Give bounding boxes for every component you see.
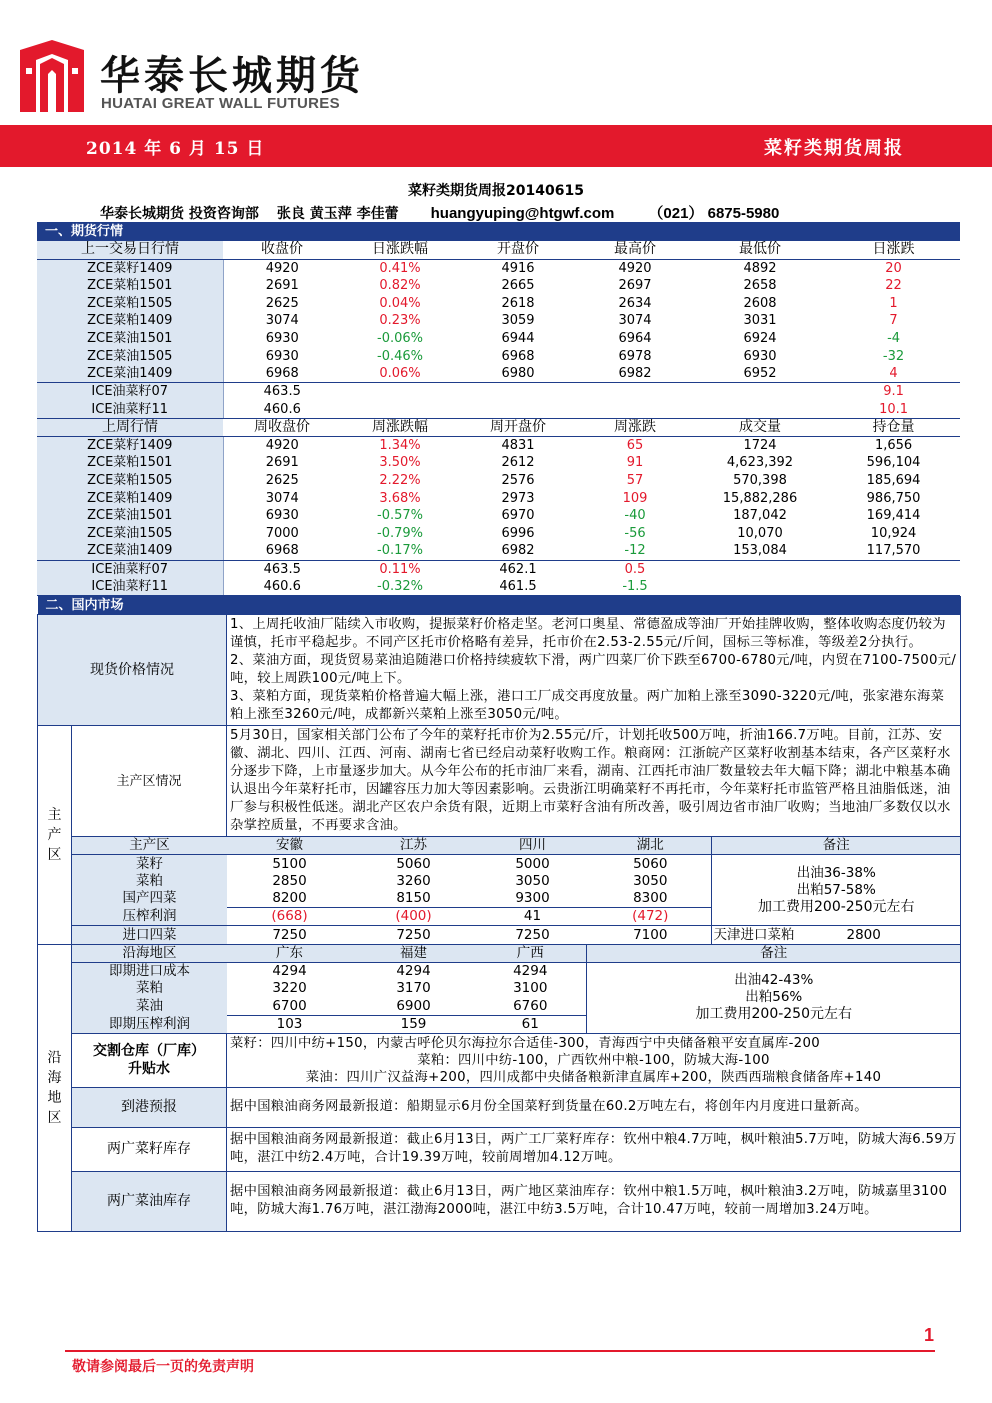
coastal-header-4: 备注 [586, 945, 961, 963]
open-price: 4916 [501, 260, 535, 276]
close-price: 4920 [223, 259, 341, 277]
import-row-cell [72, 926, 961, 945]
report-type: 菜籽类期货周报 [764, 138, 904, 159]
row-label: 菜籽 [72, 855, 227, 873]
low-price: 2608 [743, 295, 777, 311]
contract-name: ICE油菜籽07 [37, 383, 223, 401]
table-row [37, 401, 960, 419]
empty-cell [693, 578, 827, 596]
tianjin-meal [711, 926, 961, 944]
import-value-2: 7250 [396, 926, 431, 943]
weekly-close: 6930 [223, 507, 341, 525]
value-cell: 4294 [513, 963, 548, 980]
open-price: 3059 [501, 313, 535, 329]
value-cell: 8150 [396, 890, 431, 907]
producing-header-1: 安徽 [227, 837, 352, 855]
empty-cell [693, 383, 827, 401]
weekly-close: 7000 [223, 525, 341, 543]
disclaimer-link[interactable]: 敬请参阅最后一页的免责声明 [72, 1359, 254, 1375]
org-name: 华泰长城期货 投资咨询部 [100, 206, 259, 222]
value-cell: 3260 [396, 872, 431, 889]
volume: 4,623,392 [726, 455, 794, 471]
producing-notes [711, 855, 961, 925]
weekly-change: -40 [624, 508, 646, 524]
weekly-change: -56 [624, 525, 646, 541]
daily-change: 4 [827, 365, 960, 383]
weekly-change: 0.5 [624, 561, 646, 577]
value-cell: 6760 [513, 997, 548, 1014]
empty-cell [459, 401, 577, 419]
daily-change-pct: 0.06% [341, 365, 459, 383]
empty-cell [341, 383, 459, 401]
high-price: 6978 [618, 348, 652, 364]
value-cell: 3050 [633, 872, 668, 889]
daily-change-pct: 0.82% [379, 278, 421, 294]
open-price: 6980 [459, 365, 577, 383]
section-domestic-title: 二、国内市场 [38, 596, 961, 615]
value-cell: 5100 [272, 855, 307, 872]
note-line: 出油36-38% [796, 864, 876, 881]
table-row [37, 525, 960, 543]
volume: 570,398 [733, 472, 787, 488]
value-cell: 4294 [396, 963, 431, 980]
row-label: 即期压榨利润 [72, 1015, 227, 1033]
low-price: 6952 [693, 365, 827, 383]
value-cell: 3050 [515, 872, 550, 889]
brand-name-cn: 华泰长城期货 [100, 53, 364, 99]
value-cell: 103 [227, 1015, 352, 1033]
import-table [72, 926, 961, 944]
import-value-3: 7250 [515, 926, 550, 943]
spot-para-2: 2、菜油方面，现货贸易菜油追随港口价格持续疲软下滑，两广四菜厂价下跌至6700-6780元/吨，内贸在7100-7500元/吨，较上周跌100元/吨上下。 [230, 653, 957, 687]
row-label: 即期进口成本 [72, 963, 227, 981]
table-row [37, 560, 960, 578]
daily-header-2: 日涨跌幅 [341, 241, 459, 259]
open-interest: 986,750 [866, 490, 921, 506]
coastal-price-table [72, 945, 961, 1033]
value-cell: 8200 [272, 890, 307, 907]
contract-name: ZCE菜籽1409 [37, 436, 223, 454]
weekly-change: 65 [626, 437, 644, 453]
report-title: 菜籽类期货周报20140615 [408, 183, 584, 199]
report-date: 2014 年 6 月 15 日 [86, 139, 265, 159]
open-price: 2665 [501, 278, 535, 294]
contract-name: ZCE菜粕1409 [37, 312, 223, 330]
contract-name: ZCE菜油1409 [37, 365, 223, 383]
close-price: 6968 [223, 365, 341, 383]
delivery-oil: 菜油：四川广汉益海+200，四川成都中央储备粮新津直属库+200，陕西西瑞粮食储备库+140 [305, 1069, 882, 1085]
seed-stock-text: 据中国粮油商务网最新报道：截止6月13日，两广工厂菜籽库存：钦州中粮4.7万吨，枫叶粮油5.7万吨，防城大海6.59万吨，湛江中纺2.4万吨，合计19.39万吨，较前周增加4.12万吨。 [227, 1127, 961, 1171]
weekly-open: 2973 [501, 490, 535, 506]
note-line: 加工费用200-250元左右 [695, 1006, 852, 1023]
close-price: 460.6 [223, 401, 341, 419]
spot-para-3: 3、菜粕方面，现货菜粕价格普遍大幅上涨，港口工厂成交再度放量。两广加粕上涨至3090-3220元/吨，张家港东海菜粕上涨至3260元/吨，成都新兴菜粕上涨至3050元/吨。 [230, 689, 945, 723]
table-row [37, 454, 960, 472]
weekly-open: 6970 [501, 508, 535, 524]
table-row [37, 436, 960, 454]
weekly-change-pct: 2.22% [379, 472, 421, 488]
low-price: 6930 [743, 348, 777, 364]
weekly-open: 2612 [501, 455, 535, 471]
table-row [37, 312, 960, 330]
coastal-notes [586, 963, 961, 1033]
close-price: 2691 [223, 277, 341, 295]
value-cell: 61 [475, 1015, 586, 1033]
empty-cell [693, 401, 827, 419]
producing-label: 主产区情况 [72, 726, 227, 837]
weekly-open: 6982 [459, 542, 577, 560]
high-price: 2697 [618, 278, 652, 294]
coastal-header-1: 广东 [227, 945, 352, 963]
import-value-1: 7250 [272, 926, 307, 943]
low-price: 6924 [743, 331, 777, 347]
contract-name: ICE油菜籽07 [37, 560, 223, 578]
contract-name: ZCE菜粕1501 [37, 454, 223, 472]
producing-header-4: 湖北 [590, 837, 711, 855]
table-row [37, 294, 960, 312]
contract-name: ZCE菜油1505 [37, 347, 223, 365]
delivery-label [72, 1033, 227, 1087]
weekly-open: 4831 [501, 437, 535, 453]
contract-name: ZCE菜籽1409 [37, 259, 223, 277]
row-label: 菜油 [72, 998, 227, 1016]
coastal-header-0: 沿海地区 [72, 945, 227, 963]
daily-header-1: 收盘价 [223, 241, 341, 259]
table-row [37, 277, 960, 295]
daily-change: 1 [889, 295, 898, 311]
table-row [37, 330, 960, 348]
table-row [37, 472, 960, 490]
note-line: 出粕56% [745, 989, 803, 1006]
value-cell: (668) [227, 908, 352, 926]
high-price: 3074 [618, 313, 652, 329]
coastal-side-label: 沿海地区 [38, 944, 72, 1231]
empty-cell [459, 383, 577, 401]
weekly-header-2: 周涨跌幅 [341, 418, 459, 436]
open-price: 6944 [501, 331, 535, 347]
daily-header-4: 最高价 [577, 241, 693, 259]
producing-side-label: 主产区 [38, 726, 72, 945]
weekly-open: 2576 [501, 472, 535, 488]
high-price: 2634 [618, 295, 652, 311]
daily-header-6: 日涨跌 [827, 241, 960, 259]
daily-change: 9.1 [883, 384, 904, 400]
close-price: 463.5 [223, 383, 341, 401]
author-names: 张良 黄玉萍 李佳蕾 [276, 206, 399, 222]
spot-para-1: 1、上周托收油厂陆续入市收购，提振菜籽价格走坚。老河口奥星、常德盈成等油厂开始挂牌收购，整体收购态度仍较为谨慎，托市平稳起步。不同产区托市价格略有差异，托市价在2.53-2.55元/斤间，国标三等标准，等级差2分执行。 [230, 617, 946, 651]
futures-table [37, 222, 960, 596]
open-interest: 169,414 [866, 508, 921, 524]
contract-name: ICE油菜籽11 [37, 401, 223, 419]
volume: 187,042 [733, 508, 787, 524]
value-cell: 2850 [272, 872, 307, 889]
value-cell: 159 [352, 1015, 475, 1033]
value-cell: 5060 [396, 855, 431, 872]
contract-name: ZCE菜油1505 [37, 525, 223, 543]
weekly-change: -12 [577, 542, 693, 560]
daily-change-pct: 0.41% [379, 260, 421, 276]
table-row [37, 507, 960, 525]
value-cell: 3100 [513, 980, 548, 997]
value-cell: 9300 [515, 890, 550, 907]
value-cell: 5000 [515, 855, 550, 872]
producing-text: 5月30日，国家相关部门公布了今年的菜籽托市价为2.55元/斤，计划托收500万吨，折油166.7万吨。目前，江苏、安徽、湖北、四川、江西、河南、湖南七省已经启动菜籽收购工作。粮商网：江浙皖产区菜籽收割基本结束，各产区菜籽水分逐步下降，上市量逐步加大。从今年公布的托市油厂来看，湖南、江西托市油厂数量较去年大幅下降；湖北中粮基本确认退出今年菜籽托市，因罐容压力加大等因素影响。云贵浙江明确菜籽不再托市，今年菜籽托市监管严格且油脂低迷，油厂参与积极性低迷。湖北产区农户余货有限，近期上市菜籽含油有所改善，吸引周边省市油厂收购；当地油厂多数仅以水杂掌控质量，不再要求含油。 [227, 726, 961, 837]
weekly-close: 460.6 [223, 578, 341, 596]
section-futures-title: 一、期货行情 [37, 222, 960, 241]
row-label: 国产四菜 [72, 890, 227, 908]
note-line: 出油42-43% [734, 972, 814, 989]
daily-change-pct: -0.46% [377, 348, 423, 364]
weekly-change-pct: 3.50% [379, 455, 421, 471]
weekly-header-0: 上周行情 [37, 418, 223, 436]
value-cell: 41 [475, 908, 590, 926]
producing-header-row [72, 837, 961, 855]
empty-cell [827, 578, 960, 596]
report-body [37, 222, 960, 1232]
weekly-close: 2691 [223, 454, 341, 472]
high-price: 6964 [618, 331, 652, 347]
empty-cell [577, 401, 693, 419]
contact-phone: （021） 6875-5980 [648, 205, 780, 222]
contract-name: ZCE菜粕1409 [37, 489, 223, 507]
low-price: 2658 [743, 278, 777, 294]
coastal-header-2: 福建 [352, 945, 475, 963]
weekly-change-pct: -0.57% [377, 508, 423, 524]
arrival-label: 到港预报 [72, 1087, 227, 1127]
value-cell: 6700 [272, 997, 307, 1014]
weekly-change-pct: -0.79% [377, 525, 423, 541]
value-cell: 8300 [633, 890, 668, 907]
coastal-header-row [72, 945, 961, 963]
note-line: 出粕57-58% [796, 881, 876, 898]
weekly-close: 463.5 [223, 560, 341, 578]
volume: 153,084 [693, 542, 827, 560]
seed-stock-label: 两广菜籽库存 [72, 1127, 227, 1171]
weekly-close: 4920 [223, 436, 341, 454]
contract-name: ZCE菜油1501 [37, 507, 223, 525]
weekly-open: 6996 [501, 525, 535, 541]
brand-name-en: HUATAI GREAT WALL FUTURES [101, 95, 340, 112]
open-interest: 596,104 [866, 455, 921, 471]
open-price: 2618 [501, 295, 535, 311]
contract-name: ZCE菜粕1501 [37, 277, 223, 295]
company-logo [20, 40, 84, 112]
weekly-close: 2625 [223, 472, 341, 490]
close-price: 2625 [223, 294, 341, 312]
contract-name: ZCE菜粕1505 [37, 472, 223, 490]
producing-header-2: 江苏 [352, 837, 475, 855]
contact-email[interactable]: huangyuping@htgwf.com [430, 205, 615, 222]
producing-price-table [72, 837, 961, 925]
daily-header-row [37, 241, 960, 259]
value-cell: 6900 [396, 997, 431, 1014]
spot-text [227, 615, 961, 726]
volume: 10,070 [737, 525, 783, 541]
producing-header-3: 四川 [475, 837, 590, 855]
delivery-rapeseed: 菜籽：四川中纺+150，内蒙古呼伦贝尔海拉尔合适佳-300，青海西宁中央储备粮平安直属库-200 [230, 1035, 820, 1051]
import-value-4: 7100 [633, 926, 668, 943]
empty-cell [341, 401, 459, 419]
daily-change: 10.1 [827, 401, 960, 419]
weekly-change: -1.5 [577, 578, 693, 596]
delivery-meal: 菜粕：四川中纺-100，广西钦州中粮-100，防城大海-100 [417, 1052, 770, 1068]
weekly-change: 109 [622, 490, 648, 506]
open-interest: 117,570 [827, 542, 960, 560]
value-cell: (400) [352, 908, 475, 926]
daily-change: 20 [885, 260, 902, 276]
value-cell: 3220 [272, 980, 307, 997]
producing-header-5: 备注 [711, 837, 961, 855]
weekly-change-pct: 1.34% [379, 437, 421, 453]
domestic-table [37, 596, 961, 1232]
contract-name: ZCE菜油1501 [37, 330, 223, 348]
volume: 1724 [743, 437, 777, 453]
weekly-change-pct: -0.17% [341, 542, 459, 560]
delivery-text [227, 1033, 961, 1087]
contract-name: ZCE菜粕1505 [37, 294, 223, 312]
open-interest: 10,924 [870, 525, 917, 541]
weekly-header-3: 周开盘价 [459, 418, 577, 436]
empty-cell [693, 560, 827, 578]
value-cell: 4294 [272, 963, 307, 980]
page-number: 1 [923, 1325, 934, 1345]
empty-cell [827, 560, 960, 578]
table-row [37, 259, 960, 277]
open-price: 6968 [501, 348, 535, 364]
table-row [37, 365, 960, 383]
row-label: 菜粕 [72, 980, 227, 998]
daily-change-pct: 0.23% [379, 313, 421, 329]
weekly-header-4: 周涨跌 [577, 418, 693, 436]
delivery-label-1: 交割仓库（厂库） [93, 1043, 205, 1060]
daily-change: 7 [889, 313, 898, 329]
table-row [72, 855, 961, 873]
table-row [37, 347, 960, 365]
weekly-change-pct: -0.32% [341, 578, 459, 596]
open-interest: 185,694 [866, 472, 921, 488]
arrival-text: 据中国粮油商务网最新报道：船期显示6月份全国菜籽到货量在60.2万吨左右，将创年内月度进口量新高。 [227, 1087, 961, 1127]
oil-stock-text: 据中国粮油商务网最新报道：截止6月13日，两广地区菜油库存：钦州中粮1.5万吨，枫叶粮油3.2万吨，防城嘉里3100吨，防城大海1.76万吨，湛江渤海2000吨，湛江中纺3.5万吨，合计10.47万吨，较前一周增加3.24万吨。 [227, 1171, 961, 1231]
empty-cell [577, 383, 693, 401]
value-cell: (472) [590, 908, 711, 926]
weekly-header-row [37, 418, 960, 436]
daily-change: 22 [885, 278, 902, 294]
delivery-label-2: 升贴水 [128, 1061, 170, 1078]
coastal-header-3: 广西 [475, 945, 586, 963]
daily-change: -32 [882, 348, 905, 364]
row-label: 压榨利润 [72, 908, 227, 926]
low-price: 4892 [743, 260, 777, 276]
producing-price-table-cell [72, 837, 961, 926]
coastal-table-cell [72, 944, 961, 1033]
weekly-close: 3074 [223, 489, 341, 507]
daily-change-pct: -0.06% [377, 331, 423, 347]
close-price: 6930 [223, 330, 341, 348]
open-interest: 1,656 [874, 437, 913, 453]
table-row [37, 489, 960, 507]
author-line [100, 202, 797, 223]
daily-header-5: 最低价 [693, 241, 827, 259]
weekly-header-1: 周收盘价 [223, 418, 341, 436]
contract-name: ZCE菜油1409 [37, 542, 223, 560]
contract-name: ICE油菜籽11 [37, 578, 223, 596]
weekly-change: 91 [626, 455, 644, 471]
table-row [72, 963, 961, 981]
row-label: 菜粕 [72, 873, 227, 891]
value-cell: 5060 [633, 855, 668, 872]
daily-header-3: 开盘价 [459, 241, 577, 259]
daily-change-pct: 0.04% [379, 295, 421, 311]
weekly-change-pct: 0.11% [379, 561, 421, 577]
weekly-change-pct: 3.68% [379, 490, 421, 506]
daily-change: -4 [887, 331, 901, 347]
weekly-open: 461.5 [459, 578, 577, 596]
footer-divider [65, 1350, 935, 1352]
table-row [37, 383, 960, 401]
spot-label: 现货价格情况 [38, 615, 227, 726]
high-price: 6982 [577, 365, 693, 383]
import-label: 进口四菜 [72, 926, 227, 944]
weekly-change: 57 [626, 472, 644, 488]
weekly-open: 462.1 [499, 561, 537, 577]
close-price: 3074 [223, 312, 341, 330]
daily-header-0: 上一交易日行情 [37, 241, 223, 259]
volume: 15,882,286 [722, 490, 798, 506]
value-cell: 3170 [396, 980, 431, 997]
close-price: 6930 [223, 347, 341, 365]
oil-stock-label: 两广菜油库存 [72, 1171, 227, 1231]
weekly-close: 6968 [223, 542, 341, 560]
low-price: 3031 [743, 313, 777, 329]
weekly-header-5: 成交量 [693, 418, 827, 436]
producing-header-0: 主产区 [72, 837, 227, 855]
table-row [37, 542, 960, 560]
table-row [37, 578, 960, 596]
tianjin-value: 2800 [846, 926, 881, 943]
note-line: 加工费用200-250元左右 [758, 898, 915, 915]
weekly-header-6: 持仓量 [827, 418, 960, 436]
high-price: 4920 [618, 260, 652, 276]
tianjin-label: 天津进口菜粕 [713, 926, 795, 943]
header-bar [0, 125, 992, 167]
